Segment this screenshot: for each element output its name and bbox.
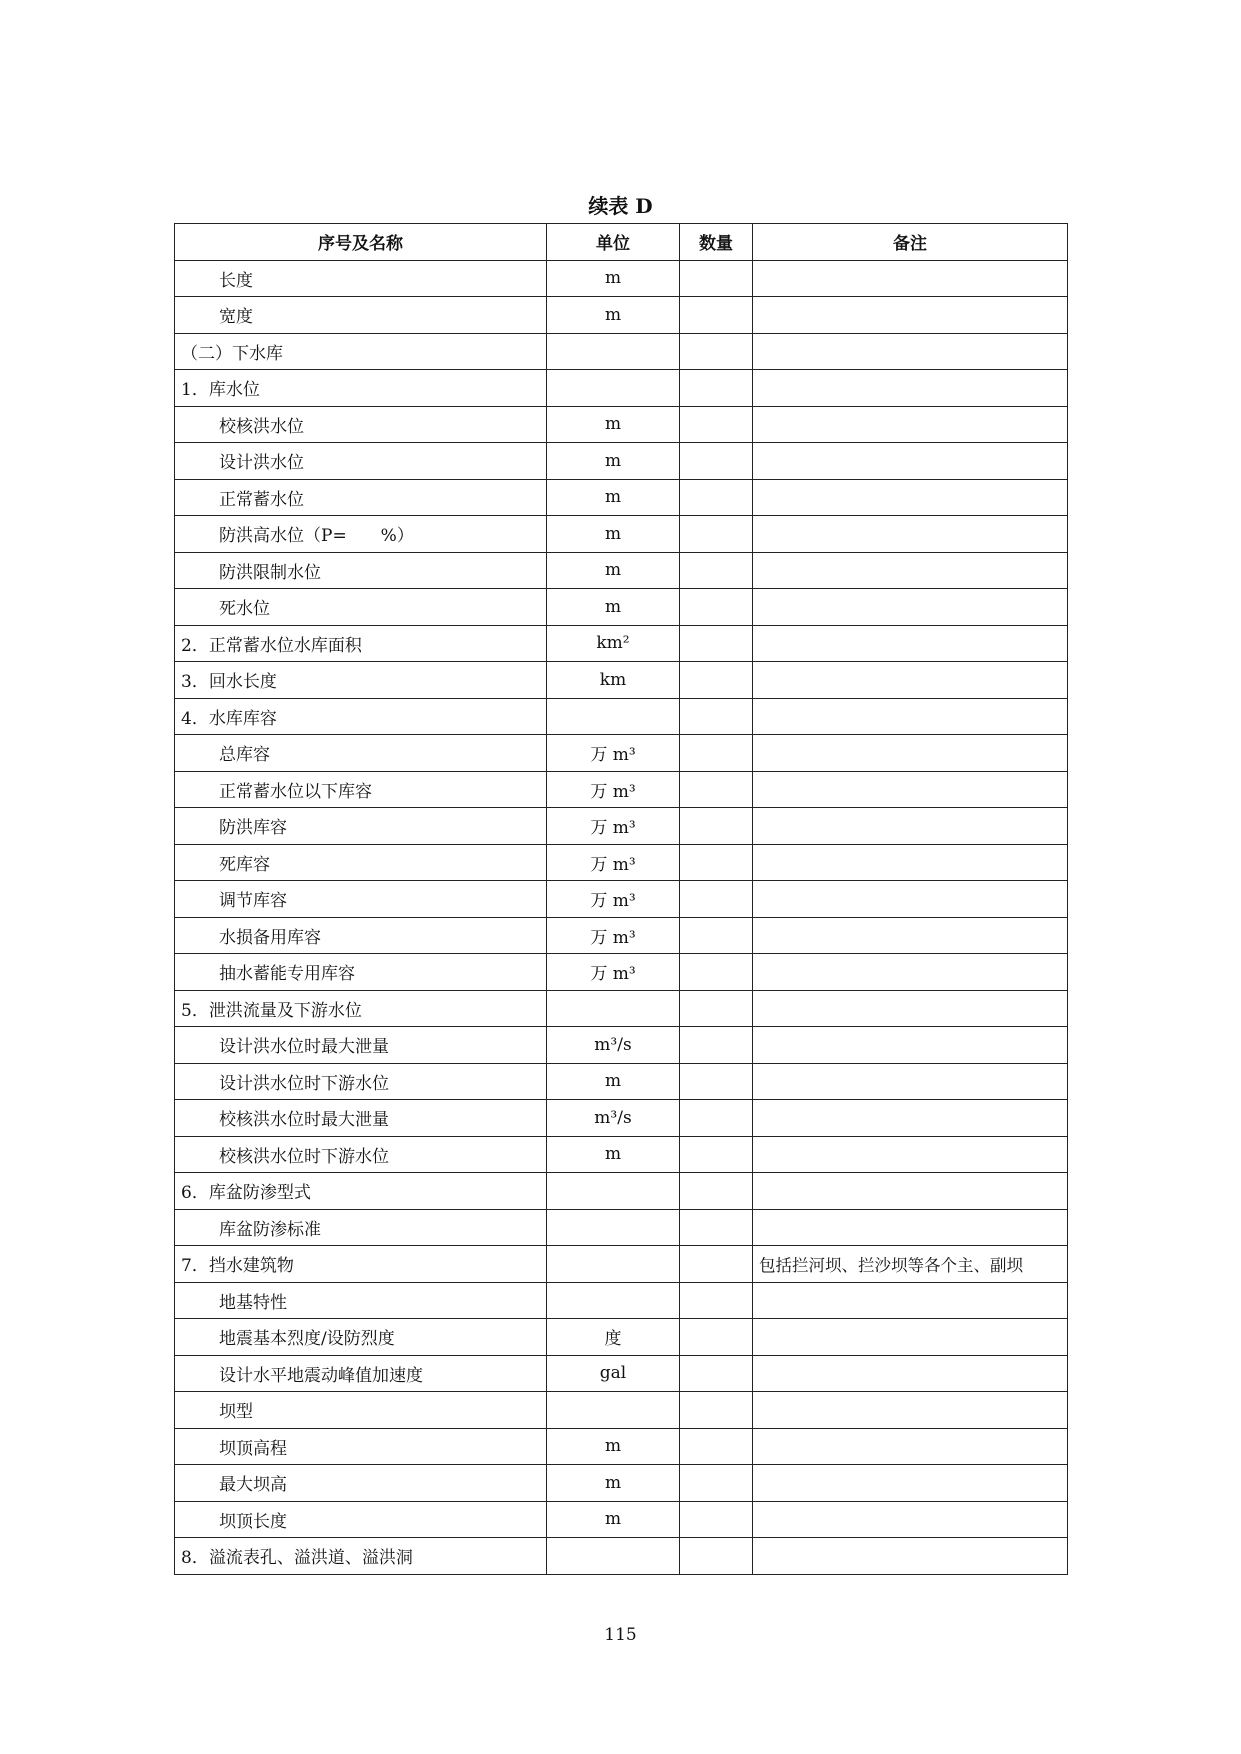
row-remarks-cell <box>753 1209 1068 1246</box>
row-remarks-cell <box>753 1392 1068 1429</box>
row-quantity-cell <box>680 443 753 480</box>
row-name-cell: 总库容 <box>175 735 547 772</box>
row-name-cell: 正常蓄水位以下库容 <box>175 771 547 808</box>
table-row <box>175 1319 1068 1356</box>
row-name-cell: 防洪高水位（P= %） <box>175 516 547 553</box>
row-unit-cell: 万 m³ <box>547 808 680 845</box>
row-unit-cell: km <box>547 662 680 699</box>
row-remarks-cell <box>753 1355 1068 1392</box>
row-unit-cell: m <box>547 1063 680 1100</box>
table-row <box>175 1428 1068 1465</box>
table-row <box>175 1465 1068 1502</box>
row-quantity-cell <box>680 1355 753 1392</box>
row-unit-cell: m <box>547 589 680 626</box>
row-quantity-cell <box>680 297 753 334</box>
header-name: 序号及名称 <box>175 224 547 261</box>
table-row <box>175 1027 1068 1064</box>
row-name-cell: 死水位 <box>175 589 547 626</box>
row-quantity-cell <box>680 662 753 699</box>
header-row <box>175 224 1068 261</box>
row-remarks-cell <box>753 589 1068 626</box>
row-name-cell: 8．溢流表孔、溢洪道、溢洪洞 <box>175 1538 547 1575</box>
row-remarks-cell <box>753 260 1068 297</box>
row-name-cell: 地基特性 <box>175 1282 547 1319</box>
row-remarks-cell <box>753 1282 1068 1319</box>
row-name-cell: 3．回水长度 <box>175 662 547 699</box>
row-remarks-cell <box>753 990 1068 1027</box>
row-quantity-cell <box>680 1319 753 1356</box>
row-quantity-cell <box>680 1428 753 1465</box>
row-remarks-cell <box>753 333 1068 370</box>
row-remarks-cell <box>753 1136 1068 1173</box>
row-name-cell: 水损备用库容 <box>175 917 547 954</box>
row-quantity-cell <box>680 771 753 808</box>
row-unit-cell: 度 <box>547 1319 680 1356</box>
row-unit-cell <box>547 698 680 735</box>
row-quantity-cell <box>680 333 753 370</box>
row-unit-cell: m <box>547 479 680 516</box>
row-name-cell: 死库容 <box>175 844 547 881</box>
row-remarks-cell <box>753 917 1068 954</box>
row-remarks-cell <box>753 698 1068 735</box>
table-row <box>175 516 1068 553</box>
row-quantity-cell <box>680 516 753 553</box>
row-unit-cell <box>547 990 680 1027</box>
header-remarks: 备注 <box>753 224 1068 261</box>
table-row <box>175 1100 1068 1137</box>
row-unit-cell: m <box>547 552 680 589</box>
table-row <box>175 771 1068 808</box>
row-remarks-cell <box>753 844 1068 881</box>
table-row <box>175 552 1068 589</box>
row-name-cell: 2．正常蓄水位水库面积 <box>175 625 547 662</box>
table-row <box>175 698 1068 735</box>
row-remarks-cell <box>753 771 1068 808</box>
table-row <box>175 662 1068 699</box>
row-unit-cell: 万 m³ <box>547 954 680 991</box>
row-quantity-cell <box>680 990 753 1027</box>
header-unit: 单位 <box>547 224 680 261</box>
row-remarks-cell <box>753 808 1068 845</box>
row-remarks-cell <box>753 662 1068 699</box>
row-name-cell: 长度 <box>175 260 547 297</box>
row-name-cell: 设计洪水位 <box>175 443 547 480</box>
row-remarks-cell <box>753 1428 1068 1465</box>
row-remarks-cell <box>753 552 1068 589</box>
table-row <box>175 1282 1068 1319</box>
row-remarks-cell <box>753 443 1068 480</box>
row-remarks-cell <box>753 881 1068 918</box>
row-quantity-cell <box>680 735 753 772</box>
table-row <box>175 297 1068 334</box>
row-unit-cell: m <box>547 1136 680 1173</box>
row-name-cell: 坝顶高程 <box>175 1428 547 1465</box>
table-row <box>175 1538 1068 1575</box>
row-remarks-cell <box>753 1100 1068 1137</box>
row-name-cell: 正常蓄水位 <box>175 479 547 516</box>
row-remarks-cell <box>753 1173 1068 1210</box>
row-quantity-cell <box>680 844 753 881</box>
row-name-cell: 坝型 <box>175 1392 547 1429</box>
row-name-cell: 5．泄洪流量及下游水位 <box>175 990 547 1027</box>
row-quantity-cell <box>680 698 753 735</box>
row-quantity-cell <box>680 1173 753 1210</box>
table-row <box>175 1355 1068 1392</box>
row-name-cell: 设计洪水位时最大泄量 <box>175 1027 547 1064</box>
row-unit-cell <box>547 1282 680 1319</box>
table-row <box>175 260 1068 297</box>
row-remarks-cell <box>753 1027 1068 1064</box>
row-unit-cell: 万 m³ <box>547 844 680 881</box>
header-quantity: 数量 <box>680 224 753 261</box>
row-name-cell: 库盆防渗标准 <box>175 1209 547 1246</box>
row-remarks-cell <box>753 297 1068 334</box>
row-quantity-cell <box>680 1136 753 1173</box>
table-row <box>175 1392 1068 1429</box>
row-name-cell: 6．库盆防渗型式 <box>175 1173 547 1210</box>
table-row <box>175 990 1068 1027</box>
table-row <box>175 1136 1068 1173</box>
row-name-cell: 抽水蓄能专用库容 <box>175 954 547 991</box>
row-unit-cell: m <box>547 1428 680 1465</box>
row-unit-cell <box>547 370 680 407</box>
row-quantity-cell <box>680 1063 753 1100</box>
row-name-cell: 4．水库库容 <box>175 698 547 735</box>
row-quantity-cell <box>680 954 753 991</box>
row-quantity-cell <box>680 1538 753 1575</box>
row-name-cell: 地震基本烈度/设防烈度 <box>175 1319 547 1356</box>
row-quantity-cell <box>680 1392 753 1429</box>
table-row <box>175 370 1068 407</box>
row-name-cell: 设计水平地震动峰值加速度 <box>175 1355 547 1392</box>
row-unit-cell: km² <box>547 625 680 662</box>
row-quantity-cell <box>680 1027 753 1064</box>
row-unit-cell: m <box>547 1501 680 1538</box>
table-row <box>175 443 1068 480</box>
table-row <box>175 1246 1068 1283</box>
row-name-cell: （二）下水库 <box>175 333 547 370</box>
row-quantity-cell <box>680 406 753 443</box>
row-remarks-cell <box>753 479 1068 516</box>
row-quantity-cell <box>680 479 753 516</box>
row-quantity-cell <box>680 1501 753 1538</box>
row-remarks-cell <box>753 625 1068 662</box>
row-remarks-cell <box>753 1538 1068 1575</box>
row-unit-cell <box>547 1209 680 1246</box>
table-row <box>175 1209 1068 1246</box>
row-remarks-cell: 包括拦河坝、拦沙坝等各个主、副坝 <box>753 1246 1068 1283</box>
row-unit-cell <box>547 1246 680 1283</box>
table-row <box>175 479 1068 516</box>
table-row <box>175 844 1068 881</box>
table-row <box>175 625 1068 662</box>
row-remarks-cell <box>753 1319 1068 1356</box>
table-row <box>175 333 1068 370</box>
row-quantity-cell <box>680 808 753 845</box>
row-name-cell: 设计洪水位时下游水位 <box>175 1063 547 1100</box>
row-unit-cell: m <box>547 260 680 297</box>
table-row <box>175 1501 1068 1538</box>
row-quantity-cell <box>680 1100 753 1137</box>
data-table <box>174 223 1068 1575</box>
row-unit-cell: m <box>547 516 680 553</box>
row-unit-cell: gal <box>547 1355 680 1392</box>
row-remarks-cell <box>753 735 1068 772</box>
row-remarks-cell <box>753 370 1068 407</box>
row-name-cell: 最大坝高 <box>175 1465 547 1502</box>
row-quantity-cell <box>680 370 753 407</box>
row-quantity-cell <box>680 1465 753 1502</box>
row-name-cell: 7．挡水建筑物 <box>175 1246 547 1283</box>
row-unit-cell: 万 m³ <box>547 735 680 772</box>
table-title: 续表 D <box>588 194 653 218</box>
table-body <box>175 260 1068 1574</box>
row-quantity-cell <box>680 260 753 297</box>
row-unit-cell: m <box>547 297 680 334</box>
row-remarks-cell <box>753 406 1068 443</box>
row-unit-cell: 万 m³ <box>547 881 680 918</box>
row-remarks-cell <box>753 1465 1068 1502</box>
row-quantity-cell <box>680 1282 753 1319</box>
row-unit-cell: 万 m³ <box>547 771 680 808</box>
row-unit-cell <box>547 1173 680 1210</box>
row-name-cell: 调节库容 <box>175 881 547 918</box>
table-row <box>175 1063 1068 1100</box>
row-quantity-cell <box>680 881 753 918</box>
row-unit-cell: m³/s <box>547 1100 680 1137</box>
row-remarks-cell <box>753 1501 1068 1538</box>
table-row <box>175 881 1068 918</box>
row-remarks-cell <box>753 954 1068 991</box>
table-row <box>175 589 1068 626</box>
row-quantity-cell <box>680 917 753 954</box>
table-row <box>175 954 1068 991</box>
row-name-cell: 防洪限制水位 <box>175 552 547 589</box>
table-row <box>175 1173 1068 1210</box>
row-unit-cell: m³/s <box>547 1027 680 1064</box>
row-unit-cell: m <box>547 406 680 443</box>
row-unit-cell <box>547 1538 680 1575</box>
row-quantity-cell <box>680 552 753 589</box>
row-quantity-cell <box>680 1246 753 1283</box>
row-name-cell: 校核洪水位时下游水位 <box>175 1136 547 1173</box>
table-row <box>175 735 1068 772</box>
row-unit-cell <box>547 333 680 370</box>
row-unit-cell: m <box>547 443 680 480</box>
row-quantity-cell <box>680 1209 753 1246</box>
row-quantity-cell <box>680 625 753 662</box>
row-name-cell: 1．库水位 <box>175 370 547 407</box>
row-unit-cell: m <box>547 1465 680 1502</box>
row-name-cell: 坝顶长度 <box>175 1501 547 1538</box>
row-unit-cell: 万 m³ <box>547 917 680 954</box>
row-name-cell: 宽度 <box>175 297 547 334</box>
row-name-cell: 校核洪水位 <box>175 406 547 443</box>
row-quantity-cell <box>680 589 753 626</box>
row-remarks-cell <box>753 1063 1068 1100</box>
page-number: 115 <box>604 1625 637 1645</box>
row-name-cell: 校核洪水位时最大泄量 <box>175 1100 547 1137</box>
table-row <box>175 917 1068 954</box>
row-unit-cell <box>547 1392 680 1429</box>
row-remarks-cell <box>753 516 1068 553</box>
row-name-cell: 防洪库容 <box>175 808 547 845</box>
table-row <box>175 406 1068 443</box>
table-row <box>175 808 1068 845</box>
